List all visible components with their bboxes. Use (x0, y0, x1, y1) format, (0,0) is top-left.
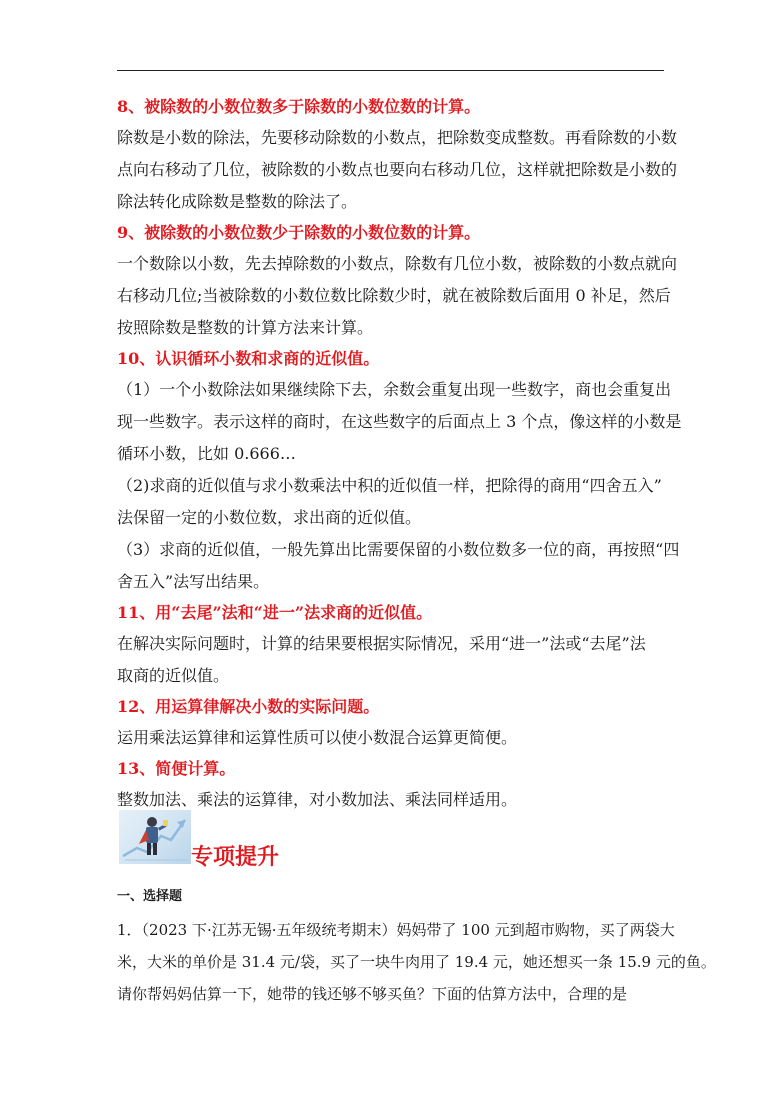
section-10 (117, 344, 682, 598)
body-line: 右移动几位;当被除数的小数位数比除数少时，就在被除数后面用 0 补足，然后 (117, 286, 671, 305)
body-line: 点向右移动了几位，被除数的小数点也要向右移动几位，这样就把除数是小数的 (117, 160, 678, 179)
question-1 (117, 914, 716, 1010)
section-heading: 8、被除数的小数位数多于除数的小数位数的计算。 (117, 97, 481, 116)
section-heading: 10、认识循环小数和求商的近似值。 (117, 349, 380, 368)
section-heading: 11、用“去尾”法和“进一”法求商的近似值。 (117, 603, 433, 622)
body-line: （3）求商的近似值，一般先算出比需要保留的小数位数多一位的商，再按照“四 (117, 540, 680, 559)
section-11 (117, 598, 665, 692)
section-body (117, 628, 665, 692)
section-8 (117, 92, 678, 218)
question-line: 请你帮妈妈估算一下，她带的钱还够不够买鱼？下面的估算方法中，合理的是 (117, 985, 628, 1003)
section-body (117, 248, 678, 344)
body-line: 除数是小数的除法，先要移动除数的小数点，把除数变成整数。再看除数的小数 (117, 128, 678, 147)
body-line: （1）一个小数除法如果继续除下去，余数会重复出现一些数字，商也会重复出 (117, 380, 672, 399)
body-line: 法保留一定的小数位数，求出商的近似值。 (117, 508, 422, 527)
section-12 (117, 692, 665, 754)
body-line: 除法转化成除数是整数的除法了。 (117, 192, 358, 211)
section-body (117, 122, 678, 218)
body-line: 在解决实际问题时，计算的结果要根据实际情况，采用“进一”法或“去尾”法 (117, 634, 646, 653)
question-line: 米，大米的单价是 31.4 元/袋，买了一块牛肉用了 19.4 元，她还想买一条 15.9 元的鱼。 (117, 953, 716, 971)
body-line: 整数加法、乘法的运算律，对小数加法、乘法同样适用。 (117, 790, 518, 809)
knowledge-points (117, 92, 682, 816)
header-rule (117, 70, 664, 71)
section-label: 一、选择题 (117, 889, 183, 904)
section-heading: 9、被除数的小数位数少于除数的小数位数的计算。 (117, 223, 481, 242)
question-line: 1．（2023 下·江苏无锡·五年级统考期末）妈妈带了 100 元到超市购物，买了两袋大 (117, 921, 675, 939)
businessman-growth-chart-icon (119, 810, 191, 864)
body-line: 一个数除以小数，先去掉除数的小数点，除数有几位小数，被除数的小数点就向 (117, 254, 678, 273)
section-13 (117, 754, 665, 816)
section-9 (117, 218, 678, 344)
section-heading: 13、简便计算。 (117, 759, 236, 778)
body-line: 按照除数是整数的计算方法来计算。 (117, 318, 374, 337)
promo-title: 专项提升 (191, 844, 280, 870)
body-line: 循环小数，比如 0.666… (117, 444, 296, 463)
section-body (117, 374, 682, 598)
body-line: 现一些数字。表示这样的商时，在这些数字的后面点上 3 个点，像这样的小数是 (117, 412, 682, 431)
section-heading: 12、用运算律解决小数的实际问题。 (117, 697, 380, 716)
body-line: 取商的近似值。 (117, 666, 230, 685)
section-body (117, 722, 665, 754)
body-line: （2)求商的近似值与求小数乘法中积的近似值一样，把除得的商用“四舍五入” (117, 476, 662, 495)
body-line: 运用乘法运算律和运算性质可以使小数混合运算更简便。 (117, 728, 518, 747)
body-line: 舍五入”法写出结果。 (117, 572, 270, 591)
promo-banner (117, 810, 417, 870)
